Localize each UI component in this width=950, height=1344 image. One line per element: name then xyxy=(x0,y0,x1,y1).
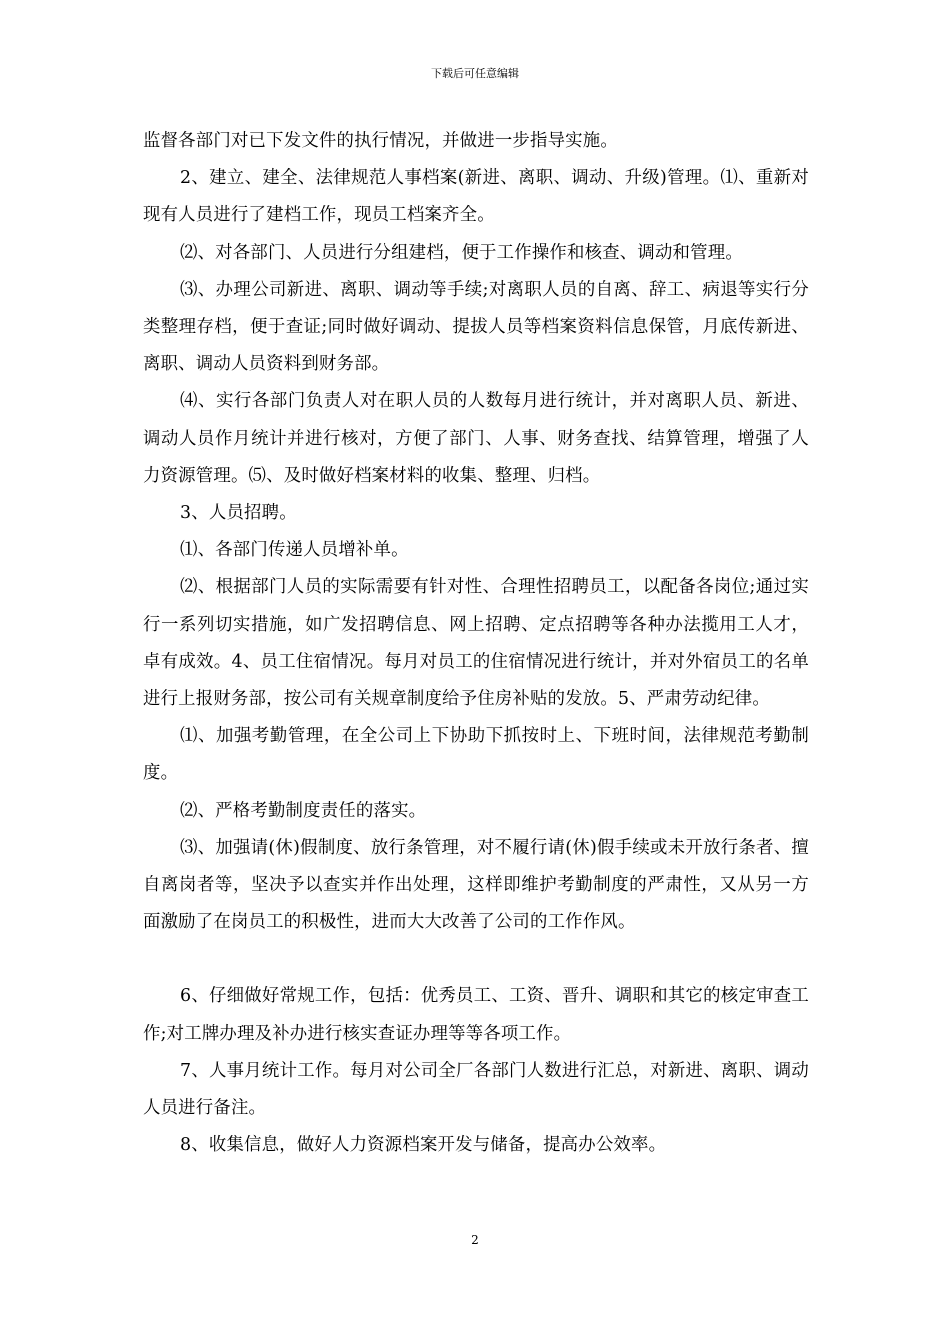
page-header: 下载后可任意编辑 xyxy=(431,67,519,80)
paragraph-item-2-4: ⑷、实行各部门负责人对在职人员的人数每月进行统计，并对离职人员、新进、调动人员作月统计并进行核对，方便了部门、人事、财务查找、结算管理，增强了人力资源管理。⑸、及时做好档案材料的收集、整理、归档。 xyxy=(143,391,809,486)
paragraph-item-5-3: ⑶、加强请(休)假制度、放行条管理，对不履行请(休)假手续或未开放行条者、擅自离岗者等，坚决予以查实并作出处理，这样即维护考勤制度的严肃性，又从另一方面激励了在岗员工的积极性，进而大大改善了公司的工作作风。 xyxy=(143,837,809,933)
paragraph-item-2: 2、建立、建全、法律规范人事档案(新进、离职、调动、升级)管理。⑴、重新对现有人员进行了建档工作，现员工档案齐全。 xyxy=(143,168,809,226)
paragraph-item-2-2: ⑵、对各部门、人员进行分组建档，便于工作操作和核查、调动和管理。 xyxy=(180,242,743,263)
page-number: 2 xyxy=(471,1233,479,1247)
paragraph-item-5-1: ⑴、加强考勤管理，在全公司上下协助下抓按时上、下班时间，法律规范考勤制度。 xyxy=(143,726,809,784)
paragraph-continuation: 监督各部门对已下发文件的执行情况，并做进一步指导实施。 xyxy=(143,131,618,151)
paragraph-item-3-1: ⑴、各部门传递人员增补单。 xyxy=(180,540,409,561)
paragraph-item-2-3: ⑶、办理公司新进、离职、调动等手续;对离职人员的自离、辞工、病退等实行分类整理存档，便于查证;同时做好调动、提拔人员等档案资料信息保管，月底传新进、离职、调动人员资料到财务部。 xyxy=(143,279,809,375)
paragraph-item-5-2: ⑵、严格考勤制度责任的落实。 xyxy=(180,800,427,821)
paragraph-item-7: 7、人事月统计工作。每月对公司全厂各部门人数进行汇总，对新进、离职、调动人员进行备注。 xyxy=(143,1060,809,1119)
paragraph-item-3-2: ⑵、根据部门人员的实际需要有针对性、合理性招聘员工，以配备各岗位;通过实行一系列切实措施，如广发招聘信息、网上招聘、定点招聘等各种办法揽用工人才，卓有成效。4、员工住宿情况。每月对员工的住宿情况进行统计，并对外宿员工的名单进行上报财务部，按公司有关规章制度给予住房补贴的发放。5、严肃劳动纪律。 xyxy=(143,577,809,710)
paragraph-item-6: 6、仔细做好常规工作，包括：优秀员工、工资、晋升、调职和其它的核定审查工作;对工牌办理及补办进行核实查证办理等等各项工作。 xyxy=(143,986,809,1044)
document-body xyxy=(143,123,809,1164)
paragraph-item-3: 3、人员招聘。 xyxy=(180,503,297,524)
paragraph-item-8: 8、收集信息，做好人力资源档案开发与储备，提高办公效率。 xyxy=(180,1135,667,1156)
paragraph-spacer xyxy=(143,941,809,978)
